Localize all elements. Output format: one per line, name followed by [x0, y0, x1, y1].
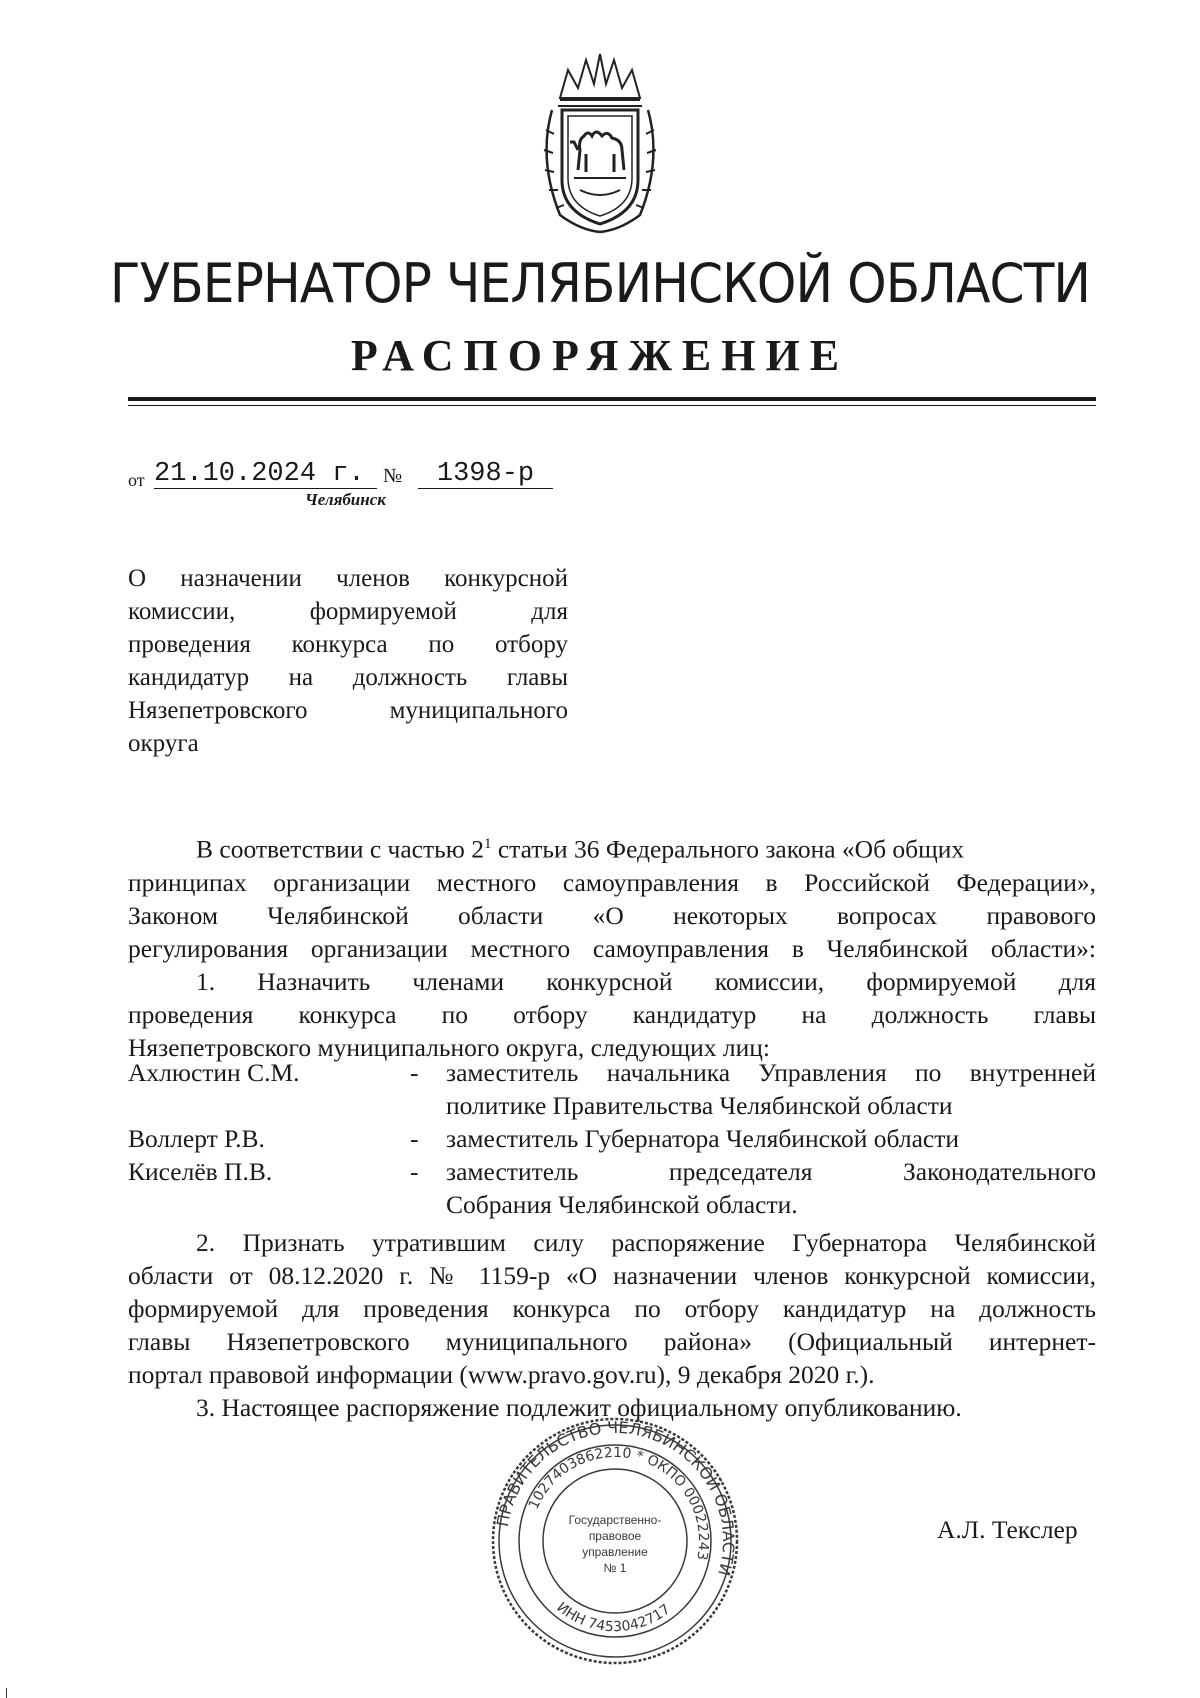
document-number: 1398-р	[418, 460, 553, 489]
document-date: 21.10.2024 г.	[154, 460, 377, 489]
stamp-center-line: № 1	[603, 1561, 627, 1575]
subject-line: проведения конкурса по отбору	[128, 631, 568, 658]
date-prefix: от	[128, 470, 145, 490]
item1-line: 1. Назначить членами конкурсной комиссии, формируемой для	[196, 966, 1096, 996]
item2-line: 2. Признать утратившим силу распоряжение Губернатора Челябинской	[196, 1228, 1096, 1257]
header-rule-thin	[128, 405, 1096, 406]
subject-line: Нязепетровского муниципального	[128, 697, 568, 724]
coat-of-arms-emblem	[530, 50, 670, 240]
member-role-line: заместитель председателя Законодательного	[446, 1157, 1096, 1186]
issuer-title: ГУБЕРНАТОР ЧЕЛЯБИНСКОЙ ОБЛАСТИ	[109, 252, 1091, 315]
member-role	[446, 1155, 1096, 1221]
subject-line: округа	[128, 730, 199, 757]
member-dash: -	[410, 1124, 419, 1153]
item2-line: формируемой для проведения конкурса по отбору кандидатур на должность	[128, 1294, 1096, 1323]
signer-name: А.Л. Текслер	[937, 1515, 1078, 1544]
preamble-text: статьи 36 Федерального закона «Об общих	[491, 834, 965, 864]
subject-line: О назначении членов конкурсной	[128, 565, 568, 592]
preamble-paragraph	[128, 828, 1096, 1064]
preamble-line: регулирования организации местного самоуправления в Челябинской области»:	[128, 933, 1096, 963]
page-margin-mark	[6, 1688, 7, 1698]
stamp-ring-text: 1027403862210 * ОКПО 00022243	[525, 1444, 712, 1562]
item2-line: портал правовой информации (www.pravo.gov.ru), 9 декабря 2020 г.).	[128, 1360, 875, 1389]
item2-line: области от 08.12.2020 г. № 1159-р «О назначении членов конкурсной комиссии,	[128, 1261, 1096, 1290]
member-name: Ахлюстин С.М.	[128, 1058, 300, 1087]
member-name: Киселёв П.В.	[128, 1157, 273, 1186]
stamp-outer-text: ПРАВИТЕЛЬСТВО ЧЕЛЯБИНСКОЙ ОБЛАСТИ	[492, 1417, 739, 1578]
preamble-line: принципах организации местного самоуправления в Российской Федерации»,	[128, 867, 1096, 897]
item1-line: Нязепетровского муниципального округа, следующих лиц:	[128, 1032, 770, 1062]
subject-line: кандидатур на должность главы	[128, 664, 568, 691]
item1-line: проведения конкурса по отбору кандидатур на должность главы	[128, 999, 1096, 1029]
member-dash: -	[410, 1157, 419, 1186]
member-role-line: заместитель начальника Управления по внутренней	[446, 1058, 1096, 1087]
stamp-bottom-text: ИНН 7453042717	[553, 1599, 674, 1636]
preamble-line-1	[128, 828, 1096, 866]
item2-line: главы Нязепетровского муниципального района» (Официальный интернет-	[128, 1327, 1096, 1356]
item3-paragraph: 3. Настоящее распоряжение подлежит официальному опубликованию.	[196, 1393, 962, 1422]
member-role	[446, 1056, 1096, 1122]
member-role-line: политике Правительства Челябинской области	[446, 1091, 953, 1120]
stamp-center-line: управление	[582, 1545, 648, 1559]
preamble-text: В соответствии с частью 2	[196, 834, 484, 864]
preamble-line: Законом Челябинской области «О некоторых вопросах правового	[128, 900, 1096, 930]
header-rule-thick	[128, 397, 1096, 401]
subject-line: комиссии, формируемой для	[128, 598, 568, 625]
issue-city: Челябинск	[305, 490, 386, 509]
member-role	[446, 1122, 1096, 1155]
member-dash: -	[410, 1058, 419, 1087]
stamp-center-line: Государственно-	[568, 1513, 662, 1527]
document-type-heading: РАСПОРЯЖЕНИЕ	[350, 331, 850, 380]
member-role-line: заместитель Губернатора Челябинской области	[446, 1124, 960, 1153]
stamp-center-line: правовое	[588, 1529, 642, 1543]
member-role-line: Собрания Челябинской области.	[446, 1190, 798, 1219]
member-name: Воллерт Р.В.	[128, 1124, 265, 1153]
superscript: 1	[483, 836, 492, 852]
official-seal-stamp	[490, 1416, 740, 1666]
item2-paragraph	[128, 1226, 1096, 1391]
document-subject	[128, 562, 568, 760]
number-sign: №	[383, 465, 403, 487]
